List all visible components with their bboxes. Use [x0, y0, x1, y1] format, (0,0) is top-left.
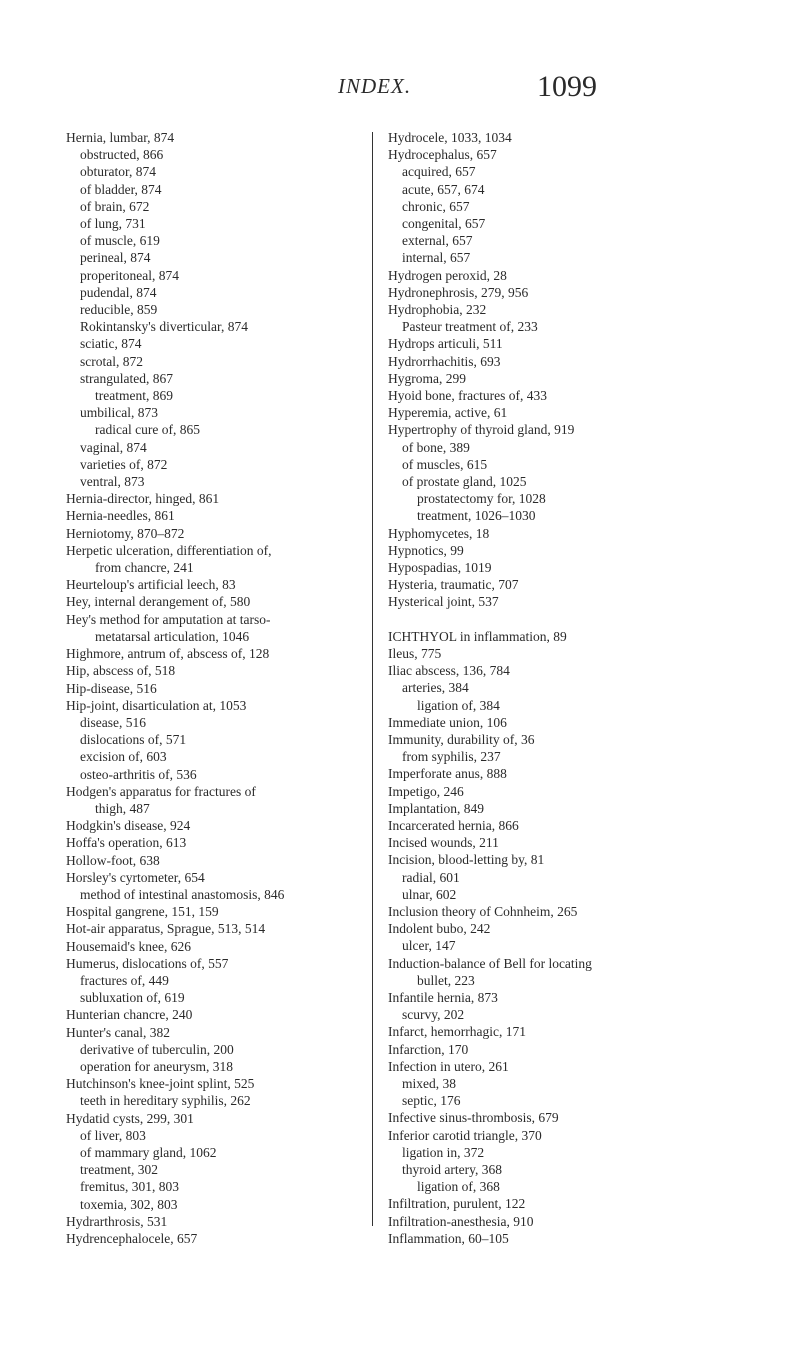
- index-subentry: of muscle, 619: [80, 233, 160, 249]
- index-entry: Hydrogen peroxid, 28: [388, 267, 507, 283]
- index-subentry: strangulated, 867: [80, 370, 173, 386]
- index-entry: Imperforate anus, 888: [388, 766, 507, 782]
- index-entry: Hoffa's operation, 613: [66, 835, 187, 851]
- index-subentry: of brain, 672: [80, 198, 150, 214]
- index-entry: Hernia, lumbar, 874: [66, 130, 175, 145]
- index-entry: Hydrops articuli, 511: [388, 336, 503, 352]
- index-entry: Hey, internal derangement of, 580: [66, 594, 251, 610]
- index-entry: Hyoid bone, fractures of, 433: [388, 388, 547, 404]
- index-subentry: septic, 176: [402, 1093, 461, 1109]
- index-subentry: thigh, 487: [95, 800, 150, 816]
- page-number: 1099: [537, 70, 597, 103]
- index-entry: Impetigo, 246: [388, 783, 464, 799]
- index-entry: Infarction, 170: [388, 1041, 469, 1057]
- index-entry: Hyperemia, active, 61: [388, 405, 508, 421]
- index-entry: Inflammation, 60–105: [388, 1230, 509, 1246]
- index-subentry: Pasteur treatment of, 233: [402, 319, 538, 335]
- index-subentry: from syphilis, 237: [402, 749, 501, 765]
- index-subentry: fremitus, 301, 803: [80, 1179, 179, 1195]
- index-subentry: fractures of, 449: [80, 972, 169, 988]
- page-header: [0, 70, 800, 114]
- index-entry: Infantile hernia, 873: [388, 989, 498, 1005]
- index-subentry: dislocations of, 571: [80, 732, 187, 748]
- index-entry: Hydrarthrosis, 531: [66, 1213, 168, 1229]
- index-entry: Hydrencephalocele, 657: [66, 1231, 198, 1246]
- index-subentry: scurvy, 202: [402, 1007, 465, 1023]
- index-entry: Inclusion theory of Cohnheim, 265: [388, 903, 578, 919]
- index-subentry: thyroid artery, 368: [402, 1161, 502, 1177]
- index-subentry: subluxation of, 619: [80, 990, 185, 1006]
- index-entry: Hunterian chancre, 240: [66, 1007, 193, 1023]
- index-subentry: excision of, 603: [80, 749, 167, 765]
- index-subentry: arteries, 384: [402, 680, 469, 696]
- index-subentry: properitoneal, 874: [80, 267, 179, 283]
- index-entry: Infiltration, purulent, 122: [388, 1196, 526, 1212]
- index-subentry: of lung, 731: [80, 216, 146, 232]
- index-subentry: ventral, 873: [80, 474, 145, 490]
- index-entry: Hydrophobia, 232: [388, 302, 487, 318]
- index-subentry: sciatic, 874: [80, 336, 142, 352]
- index-subentry: radical cure of, 865: [95, 422, 200, 438]
- index-entry: Hutchinson's knee-joint splint, 525: [66, 1076, 255, 1092]
- index-entry: Hysterical joint, 537: [388, 594, 499, 610]
- index-entry: Hodgen's apparatus for fractures of: [66, 783, 256, 799]
- index-subentry: treatment, 1026–1030: [417, 508, 536, 524]
- index-entry: Infarct, hemorrhagic, 171: [388, 1024, 526, 1040]
- index-subentry: pudendal, 874: [80, 284, 157, 300]
- index-entry: Hypnotics, 99: [388, 542, 464, 558]
- index-subentry: perineal, 874: [80, 250, 151, 266]
- index-entry: Infiltration-anesthesia, 910: [388, 1213, 534, 1229]
- index-entry: Housemaid's knee, 626: [66, 938, 192, 954]
- index-column-left: [66, 129, 366, 1247]
- index-subentry: umbilical, 873: [80, 405, 158, 421]
- index-entry: Induction-balance of Bell for locating: [388, 955, 592, 971]
- index-subentry: ulcer, 147: [402, 938, 456, 954]
- index-entry: Immediate union, 106: [388, 714, 507, 730]
- index-entry: Horsley's cyrtometer, 654: [66, 869, 205, 885]
- index-subentry: of liver, 803: [80, 1127, 146, 1143]
- index-subentry: of bone, 389: [402, 439, 470, 455]
- index-entry: Hyphomycetes, 18: [388, 525, 490, 541]
- index-entry: Hydatid cysts, 299, 301: [66, 1110, 194, 1126]
- index-subentry: prostatectomy for, 1028: [417, 491, 546, 507]
- index-entry: Hollow-foot, 638: [66, 852, 160, 868]
- index-subentry: derivative of tuberculin, 200: [80, 1041, 234, 1057]
- index-entry: Hunter's canal, 382: [66, 1024, 171, 1040]
- index-entry: Heurteloup's artificial leech, 83: [66, 577, 236, 593]
- index-subentry: osteo-arthritis of, 536: [80, 766, 197, 782]
- index-entry: Hodgkin's disease, 924: [66, 818, 191, 834]
- index-entry: Hey's method for amputation at tarso-: [66, 611, 271, 627]
- index-subentry: ulnar, 602: [402, 886, 457, 902]
- index-entry: Hydrocele, 1033, 1034: [388, 130, 512, 145]
- index-subentry: varieties of, 872: [80, 456, 168, 472]
- index-entry: Hypospadias, 1019: [388, 560, 492, 576]
- index-subentry: Rokintansky's diverticular, 874: [80, 319, 248, 335]
- index-entry: Infective sinus-thrombosis, 679: [388, 1110, 559, 1126]
- index-subentry: of bladder, 874: [80, 181, 162, 197]
- index-entry: ICHTHYOL in inflammation, 89: [388, 628, 567, 644]
- index-subentry: internal, 657: [402, 250, 471, 266]
- index-subentry: external, 657: [402, 233, 473, 249]
- index-subentry: operation for aneurysm, 318: [80, 1058, 233, 1074]
- index-column-right: [388, 129, 748, 1247]
- column-divider: [372, 132, 373, 1226]
- index-entry: Herpetic ulceration, differentiation of,: [66, 542, 272, 558]
- index-subentry: treatment, 869: [95, 388, 173, 404]
- index-subentry: acquired, 657: [402, 164, 476, 180]
- index-entry: Indolent bubo, 242: [388, 921, 491, 937]
- index-subentry: radial, 601: [402, 869, 460, 885]
- index-subentry: from chancre, 241: [95, 560, 194, 576]
- running-title: INDEX.: [338, 74, 412, 98]
- index-subentry: of mammary gland, 1062: [80, 1144, 217, 1160]
- index-subentry: toxemia, 302, 803: [80, 1196, 178, 1212]
- index-entry: Hydrocephalus, 657: [388, 147, 497, 163]
- index-subentry: reducible, 859: [80, 302, 158, 318]
- index-entry: Incised wounds, 211: [388, 835, 499, 851]
- index-entry: Infection in utero, 261: [388, 1058, 509, 1074]
- index-entry: Hygroma, 299: [388, 370, 466, 386]
- index-entry: Humerus, dislocations of, 557: [66, 955, 229, 971]
- index-subentry: bullet, 223: [417, 972, 475, 988]
- index-entry: Iliac abscess, 136, 784: [388, 663, 510, 679]
- index-entry: Hydronephrosis, 279, 956: [388, 284, 529, 300]
- index-entry: Hydrorrhachitis, 693: [388, 353, 501, 369]
- index-subentry: ligation of, 384: [417, 697, 500, 713]
- index-subentry: ligation of, 368: [417, 1179, 500, 1195]
- index-subentry: scrotal, 872: [80, 353, 143, 369]
- index-entry: Incarcerated hernia, 866: [388, 817, 519, 833]
- index-subentry: congenital, 657: [402, 216, 486, 232]
- index-entry: Hypertrophy of thyroid gland, 919: [388, 422, 575, 438]
- index-subentry: vaginal, 874: [80, 439, 147, 455]
- index-entry: Hernia-director, hinged, 861: [66, 491, 220, 507]
- index-subentry: chronic, 657: [402, 198, 470, 214]
- section-gap: [388, 611, 748, 628]
- index-subentry: obturator, 874: [80, 164, 156, 180]
- index-subentry: obstructed, 866: [80, 147, 164, 163]
- index-subentry: method of intestinal anastomosis, 846: [80, 886, 285, 902]
- index-entry: Highmore, antrum of, abscess of, 128: [66, 646, 270, 662]
- index-entry: Hip, abscess of, 518: [66, 663, 176, 679]
- index-subentry: teeth in hereditary syphilis, 262: [80, 1093, 251, 1109]
- index-entry: Ileus, 775: [388, 645, 442, 661]
- index-entry: Incision, blood-letting by, 81: [388, 852, 545, 868]
- index-subentry: mixed, 38: [402, 1075, 456, 1091]
- index-entry: Hysteria, traumatic, 707: [388, 577, 519, 593]
- index-entry: Inferior carotid triangle, 370: [388, 1127, 542, 1143]
- index-entry: Hip-joint, disarticulation at, 1053: [66, 697, 247, 713]
- index-subentry: metatarsal articulation, 1046: [95, 628, 250, 644]
- index-subentry: ligation in, 372: [402, 1144, 485, 1160]
- index-entry: Implantation, 849: [388, 800, 484, 816]
- index-entry: Hospital gangrene, 151, 159: [66, 904, 219, 920]
- index-subentry: of muscles, 615: [402, 456, 488, 472]
- index-subentry: acute, 657, 674: [402, 181, 485, 197]
- index-entry: Hip-disease, 516: [66, 680, 157, 696]
- index-entry: Hernia-needles, 861: [66, 508, 175, 524]
- index-entry: Herniotomy, 870–872: [66, 525, 185, 541]
- index-entry: Immunity, durability of, 36: [388, 731, 535, 747]
- index-subentry: disease, 516: [80, 714, 146, 730]
- index-subentry: of prostate gland, 1025: [402, 474, 527, 490]
- index-entry: Hot-air apparatus, Sprague, 513, 514: [66, 921, 266, 937]
- index-subentry: treatment, 302: [80, 1162, 158, 1178]
